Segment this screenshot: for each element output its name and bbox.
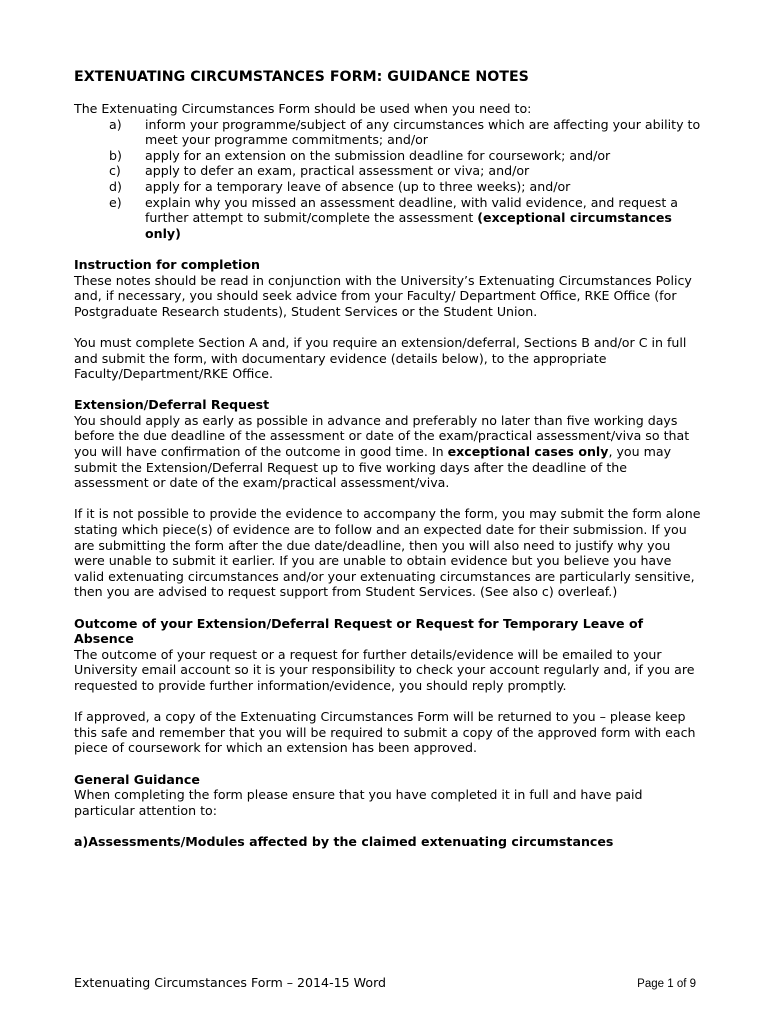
list-item (74, 195, 704, 242)
extension-paragraph-2: If it is not possible to provide the evidence to accompany the form, you may submit the form alone stating which piece(s) of evidence are to follow and an expected date for their submission. If you are submitting the form after the due date/deadline, then you will also need to justify why you were unable to submit it earlier. If you are unable to obtain evidence but you believe you have valid extenuating circumstances and/or your extenuating circumstances are particularly sensitive, then you are advised to request support from Student Services. (See also c) overleaf.) (74, 506, 701, 600)
extension-paragraph-1-start: You should apply as early as possible in advance and preferably no later than five working days before the due deadline of the assessment or date of the exam/practical assessment/viva so that you will have confirmation of the outcome in good time. In (74, 412, 690, 460)
outcome-paragraph-2: If approved, a copy of the Extenuating Circumstances Form will be returned to you – please keep this safe and remember that you will be required to submit a copy of the approved form with each piece of coursework for which an extension has been approved. (74, 709, 696, 756)
list-item-text: apply for a temporary leave of absence (up to three weeks); and/or (145, 178, 571, 194)
document-body (74, 68, 704, 850)
extension-paragraph-1 (74, 413, 704, 491)
instruction-paragraph-2: You must complete Section A and, if you require an extension/deferral, Sections B and/or C in full and submit the form, with documentary evidence (details below), to the appropriate Faculty/Department/RKE Office. (74, 334, 687, 382)
list-item (74, 179, 704, 195)
list-item (74, 163, 704, 179)
list-item-text-plain: explain why you missed an assessment deadline, with valid evidence, and request a further attempt to submit/complete the assessment (145, 194, 679, 226)
intro-lead: The Extenuating Circumstances Form should be used when you need to: (74, 101, 532, 116)
outcome-paragraph-1: The outcome of your request or a request for further details/evidence will be emailed to your University email account so it is your responsibility to check your account regularly and, if you are requested to provide further information/evidence, you should reply promptly. (74, 646, 695, 693)
list-item-text: apply for an extension on the submission deadline for coursework; and/or (145, 147, 611, 163)
list-item-text-emphasis: (exceptional circumstances only) (145, 210, 672, 241)
list-item-marker: d) (109, 178, 122, 194)
list-item-text (145, 195, 704, 242)
section-heading-instruction: Instruction for completion (74, 256, 260, 272)
list-item (74, 148, 704, 164)
section-heading-extension: Extension/Deferral Request (74, 397, 270, 413)
list-item-marker: a) (109, 116, 122, 132)
footer-page-number: Page 1 of 9 (637, 978, 696, 990)
list-item-text: inform your programme/subject of any circumstances which are affecting your ability to meet your programme commitments; and/or (145, 116, 701, 148)
page-title: EXTENUATING CIRCUMSTANCES FORM: GUIDANCE NOTES (74, 69, 529, 85)
list-item-marker: e) (109, 194, 122, 210)
list-item (74, 117, 704, 148)
general-subheading: a)Assessments/Modules affected by the claimed extenuating circumstances (74, 833, 614, 849)
extension-paragraph-1-end: , you may submit the Extension/Deferral Request up to five working days after the deadline of the assessment or date of the exam/practical assessment/viva. (74, 444, 672, 491)
list-item-marker: b) (109, 147, 122, 163)
intro-list (74, 117, 704, 242)
list-item-text: apply to defer an exam, practical assessment or viva; and/or (145, 163, 530, 179)
instruction-paragraph-1: These notes should be read in conjunction with the University’s Extenuating Circumstances Policy and, if necessary, you should seek advice from your Faculty/ Department Office, RKE Office (for Postgraduate Research students), Student Services or the Student Union. (74, 272, 692, 319)
footer-document-label: Extenuating Circumstances Form – 2014-15 Word (74, 975, 387, 990)
section-heading-general: General Guidance (74, 771, 200, 787)
list-item-marker: c) (109, 163, 121, 179)
section-heading-outcome: Outcome of your Extension/Deferral Request or Request for Temporary Leave of Absence (74, 615, 644, 647)
general-paragraph-1: When completing the form please ensure that you have completed it in full and have paid particular attention to: (74, 787, 643, 818)
extension-paragraph-1-emphasis: exceptional cases only (447, 444, 609, 460)
